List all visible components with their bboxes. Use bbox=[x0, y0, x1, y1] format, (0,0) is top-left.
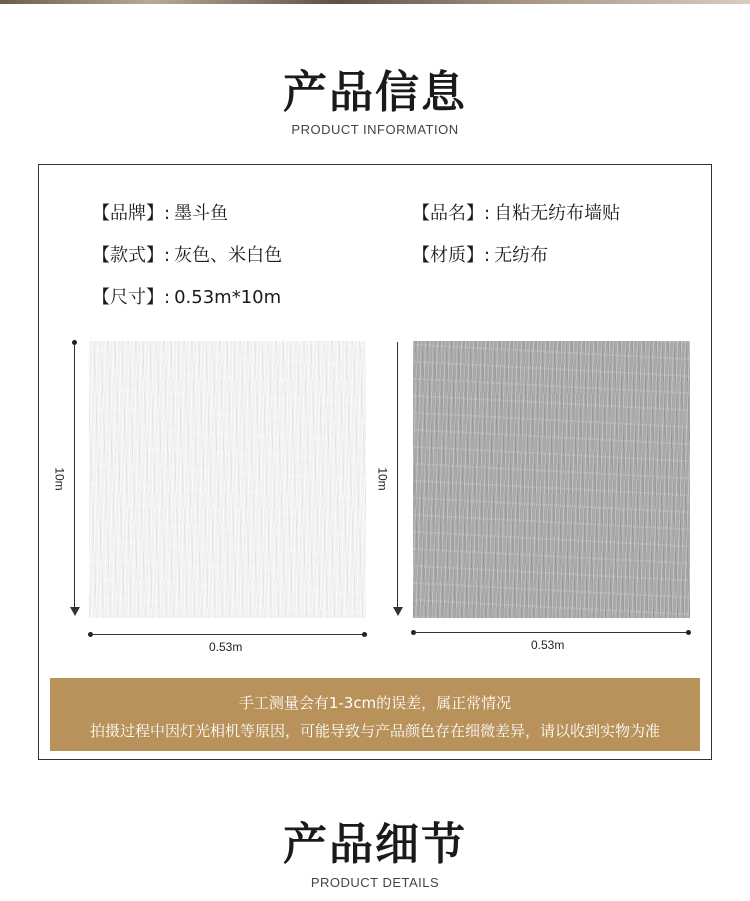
spec-material-label: 【材质】: bbox=[412, 245, 491, 266]
detail-section-title: 产品细节 bbox=[283, 819, 467, 870]
spec-style bbox=[92, 241, 282, 267]
width-dim-label: 0.53m bbox=[531, 638, 565, 652]
height-dim-arrow bbox=[393, 607, 403, 616]
spec-size-value: 0.53m*10m bbox=[174, 287, 282, 308]
spec-brand-value: 墨斗鱼 bbox=[174, 203, 229, 224]
spec-brand bbox=[92, 199, 228, 225]
top-banner-strip bbox=[0, 0, 750, 4]
swatch-offwhite bbox=[89, 341, 366, 618]
info-section-title: 产品信息 bbox=[283, 67, 467, 118]
width-dim-dot-right bbox=[362, 632, 367, 637]
height-dim-line bbox=[74, 344, 75, 612]
spec-name bbox=[412, 199, 620, 225]
swatch-gray bbox=[413, 341, 690, 618]
spec-name-value: 自粘无纺布墙贴 bbox=[494, 203, 621, 224]
width-dim-line bbox=[413, 632, 689, 633]
height-dim-label: 10m bbox=[52, 467, 67, 491]
width-dim-dot-right bbox=[686, 630, 691, 635]
spec-brand-label: 【品牌】: bbox=[92, 203, 171, 224]
notice-line-2: 拍摄过程中因灯光相机等原因，可能导致与产品颜色存在细微差异，请以收到实物为准 bbox=[89, 722, 660, 740]
height-dim-label: 10m bbox=[375, 467, 390, 491]
info-section-subtitle: PRODUCT INFORMATION bbox=[291, 122, 459, 137]
spec-style-label: 【款式】: bbox=[92, 245, 171, 266]
width-dim-line bbox=[90, 634, 366, 635]
spec-material-value: 无纺布 bbox=[494, 245, 549, 266]
width-dim-label: 0.53m bbox=[209, 640, 243, 654]
spec-size-label: 【尺寸】: bbox=[92, 287, 171, 308]
notice-line-1: 手工测量会有1-3cm的误差，属正常情况 bbox=[238, 694, 512, 712]
spec-size bbox=[92, 283, 281, 309]
spec-material bbox=[412, 241, 548, 267]
detail-section-subtitle: PRODUCT DETAILS bbox=[310, 875, 440, 890]
spec-name-label: 【品名】: bbox=[412, 203, 491, 224]
height-dim-arrow bbox=[70, 607, 80, 616]
height-dim-line bbox=[397, 342, 398, 612]
spec-style-value: 灰色、米白色 bbox=[174, 245, 283, 266]
measurement-notice bbox=[50, 678, 700, 751]
